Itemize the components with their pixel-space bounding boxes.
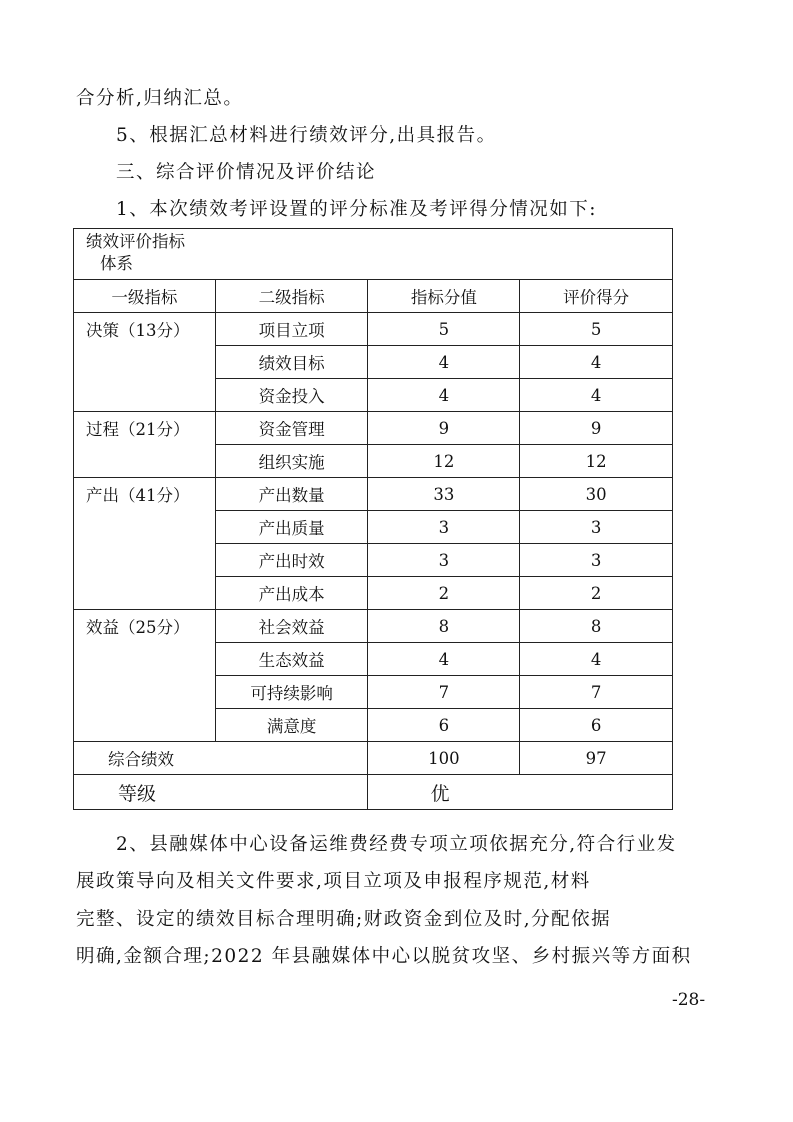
first-level-indicator: 产出（41分） xyxy=(74,478,216,610)
max-score: 9 xyxy=(368,412,520,445)
grade-value: 优 xyxy=(368,775,673,810)
max-score: 4 xyxy=(368,379,520,412)
section-heading: 三、综合评价情况及评价结论 xyxy=(116,162,377,183)
second-level-indicator: 产出质量 xyxy=(215,511,368,544)
total-score: 97 xyxy=(520,742,673,775)
first-level-indicator: 决策（13分） xyxy=(74,313,216,412)
second-level-indicator: 产出成本 xyxy=(215,577,368,610)
column-header: 二级指标 xyxy=(215,280,368,313)
second-level-indicator: 可持续影响 xyxy=(215,676,368,709)
actual-score: 2 xyxy=(520,577,673,610)
actual-score: 3 xyxy=(520,544,673,577)
actual-score: 6 xyxy=(520,709,673,742)
table-title xyxy=(74,229,673,280)
paragraph-line: 2、县融媒体中心设备运维费经费专项立项依据充分,符合行业发 xyxy=(116,834,677,855)
max-score: 12 xyxy=(368,445,520,478)
score-table xyxy=(73,228,673,810)
grade-row xyxy=(74,775,673,810)
second-level-indicator: 绩效目标 xyxy=(215,346,368,379)
column-header: 一级指标 xyxy=(74,280,216,313)
second-level-indicator: 组织实施 xyxy=(215,445,368,478)
paragraph-line: 完整、设定的绩效目标合理明确;财政资金到位及时,分配依据 xyxy=(76,909,612,930)
max-score: 5 xyxy=(368,313,520,346)
column-header: 评价得分 xyxy=(520,280,673,313)
table-title-line: 体系 xyxy=(100,254,133,273)
second-level-indicator: 资金管理 xyxy=(215,412,368,445)
max-score: 4 xyxy=(368,346,520,379)
max-score: 7 xyxy=(368,676,520,709)
paragraph-line: 5、根据汇总材料进行绩效评分,出具报告。 xyxy=(116,125,497,146)
actual-score: 5 xyxy=(520,313,673,346)
actual-score: 30 xyxy=(520,478,673,511)
max-score: 3 xyxy=(368,544,520,577)
actual-score: 8 xyxy=(520,610,673,643)
actual-score: 4 xyxy=(520,379,673,412)
table-row xyxy=(74,610,673,643)
paragraph-line: 明确,金额合理;2022 年县融媒体中心以脱贫攻坚、乡村振兴等方面积 xyxy=(76,946,692,967)
second-level-indicator: 生态效益 xyxy=(215,643,368,676)
grade-label: 等级 xyxy=(74,775,368,810)
max-score: 3 xyxy=(368,511,520,544)
total-max-score: 100 xyxy=(368,742,520,775)
table-title-row xyxy=(74,229,673,280)
second-level-indicator: 产出数量 xyxy=(215,478,368,511)
table-row xyxy=(74,412,673,445)
first-level-indicator: 效益（25分） xyxy=(74,610,216,742)
max-score: 8 xyxy=(368,610,520,643)
paragraph-line: 展政策导向及相关文件要求,项目立项及申报程序规范,材料 xyxy=(76,871,591,892)
actual-score: 9 xyxy=(520,412,673,445)
second-level-indicator: 社会效益 xyxy=(215,610,368,643)
max-score: 6 xyxy=(368,709,520,742)
actual-score: 7 xyxy=(520,676,673,709)
paragraph-line: 1、本次绩效考评设置的评分标准及考评得分情况如下: xyxy=(116,199,598,220)
table-row xyxy=(74,478,673,511)
table-row xyxy=(74,313,673,346)
table-title-line: 绩效评价指标 xyxy=(86,232,185,251)
second-level-indicator: 满意度 xyxy=(215,709,368,742)
page-number: -28- xyxy=(672,990,706,1010)
second-level-indicator: 项目立项 xyxy=(215,313,368,346)
actual-score: 3 xyxy=(520,511,673,544)
paragraph-line: 合分析,归纳汇总。 xyxy=(76,88,244,109)
first-level-indicator: 过程（21分） xyxy=(74,412,216,478)
max-score: 33 xyxy=(368,478,520,511)
total-label: 综合绩效 xyxy=(74,742,368,775)
max-score: 2 xyxy=(368,577,520,610)
total-row xyxy=(74,742,673,775)
actual-score: 4 xyxy=(520,643,673,676)
second-level-indicator: 产出时效 xyxy=(215,544,368,577)
second-level-indicator: 资金投入 xyxy=(215,379,368,412)
table-header-row xyxy=(74,280,673,313)
actual-score: 12 xyxy=(520,445,673,478)
max-score: 4 xyxy=(368,643,520,676)
actual-score: 4 xyxy=(520,346,673,379)
column-header: 指标分值 xyxy=(368,280,520,313)
